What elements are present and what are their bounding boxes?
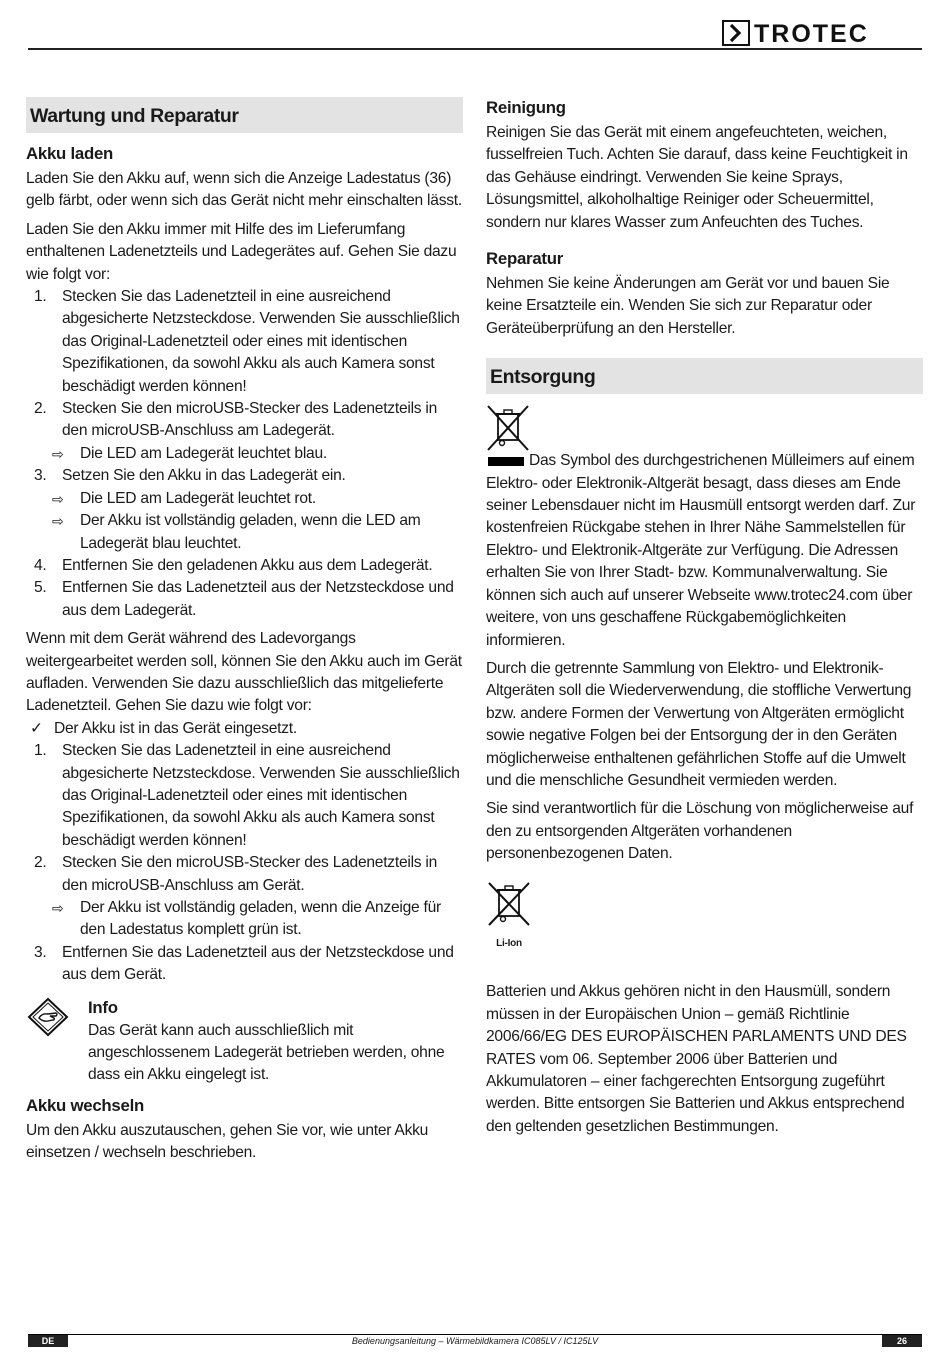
step-result — [26, 510, 463, 555]
result-text: Der Akku ist vollständig geladen, wenn die Anzeige für den Ladestatus komplett grün ist. — [80, 899, 441, 939]
heading-reparatur: Reparatur — [486, 249, 564, 269]
step-text: Entfernen Sie das Ladenetzteil aus der Netzsteckdose und aus dem Gerät. — [62, 943, 454, 984]
step-item — [26, 852, 463, 897]
step-text: Stecken Sie das Ladenetzteil in eine ausreichend abgesicherte Netzsteckdose. Verwenden Sie ausschließlich das Original-Ladenetzteil oder eines mit identischen Spezifikationen, da sowohl Akku als auch Kamera sonst beschädigt werden können! — [62, 742, 460, 849]
brand-name: TROTEC — [754, 20, 869, 48]
liion-symbol — [486, 882, 536, 956]
step-result — [26, 897, 463, 942]
step-number: 1. — [34, 742, 47, 760]
paragraph: Sie sind verantwortlich für die Löschung von möglicherweise auf den zu entsorgenden Altgeräten vorhandenen personenbezogenen Daten. — [486, 800, 914, 863]
step-item — [26, 942, 463, 987]
step-result — [26, 488, 463, 510]
section-title-entsorgung: Entsorgung — [486, 358, 923, 394]
step-number: 2. — [34, 400, 47, 418]
page-footer — [28, 1334, 922, 1348]
step-text: Setzen Sie den Akku in das Ladegerät ein. — [62, 467, 346, 485]
result-text: Der Akku ist vollständig geladen, wenn die LED am Ladegerät blau leuchtet. — [80, 512, 421, 552]
checkmark-icon: ✓ — [30, 719, 43, 737]
battery-bin-icon — [486, 882, 532, 926]
step-item — [26, 286, 463, 398]
step-item — [26, 577, 463, 622]
brand-logo — [722, 20, 922, 48]
result-arrow-icon: ⇨ — [52, 445, 64, 462]
paragraph: Nehmen Sie keine Änderungen am Gerät vor und bauen Sie keine Ersatzteile ein. Wenden Sie sich zur Reparatur oder Geräteüberprüfung an den Hersteller. — [486, 275, 890, 337]
precondition-item — [26, 718, 463, 740]
info-hand-icon — [26, 997, 88, 1087]
step-text: Stecken Sie das Ladenetzteil in eine ausreichend abgesicherte Netzsteckdose. Verwenden Sie ausschließlich das Original-Ladenetzteil oder eines mit identischen Spezifikationen, da sowohl Akku als auch Kamera sonst beschädigt werden können! — [62, 288, 460, 395]
step-item — [26, 555, 463, 577]
step-text: Stecken Sie den microUSB-Stecker des Ladenetzteils in den microUSB-Anschluss am Gerät. — [62, 854, 438, 894]
step-number: 3. — [34, 467, 47, 485]
logo-chevron-icon — [722, 20, 750, 46]
step-list — [26, 740, 463, 986]
page-number: 26 — [882, 1335, 922, 1347]
step-item — [26, 465, 463, 487]
paragraph: Reinigen Sie das Gerät mit einem angefeuchteten, weichen, fusselfreien Tuch. Achten Sie darauf, dass keine Feuchtigkeit in das Gehäuse eindringt. Verwenden Sie keine Sprays, Lösungsmittel, alkoholhaltige Reiniger oder Scheuermittel, sondern nur klares Wasser zum Anfeuchten des Tuches. — [486, 124, 908, 231]
precondition-text: Der Akku ist in das Gerät eingesetzt. — [54, 719, 297, 737]
step-text: Stecken Sie den microUSB-Stecker des Ladenetzteils in den microUSB-Anschluss am Ladegerät. — [62, 400, 438, 440]
step-number: 5. — [34, 579, 47, 597]
paragraph: Laden Sie den Akku auf, wenn sich die Anzeige Ladestatus (36) gelb färbt, oder wenn sich das Gerät nicht mehr einschalten lässt. — [26, 170, 462, 210]
step-number: 3. — [34, 943, 47, 961]
footer-title: Bedienungsanleitung – Wärmebildkamera IC085LV / IC125LV — [351, 1336, 599, 1346]
heading-akku-laden: Akku laden — [26, 144, 114, 163]
weee-bin-icon — [486, 404, 530, 452]
step-text: Entfernen Sie den geladenen Akku aus dem Ladegerät. — [62, 556, 433, 574]
step-item — [26, 398, 463, 443]
result-arrow-icon: ⇨ — [52, 900, 64, 916]
paragraph — [486, 450, 923, 652]
heading-akku-wechseln: Akku wechseln — [26, 1095, 144, 1115]
header-rule — [28, 48, 922, 50]
weee-bar-icon — [488, 457, 524, 466]
entsorgung-text: Das Symbol des durchgestrichenen Mülleimers auf einem Elektro- oder Elektronik-Altgerät besagt, dass dieses am Ende seiner Lebensdauer nicht im Hausmüll entsorgt werden darf. Zur kostenfreien Rückgabe stehen in Ihrer Nähe Sammelstellen für Elektro- und Elektronik-Altgeräte zur Verfügung. Die Adressen erhalten Sie von Ihrer Stadt- bzw. Kommunalverwaltung. Sie können sich auch auf unserer Webseite www.trotec24.com über weitere, von uns geschaffene Rückgabemöglichkeiten informieren. — [486, 452, 916, 649]
liion-label: Li-Ion — [496, 937, 522, 949]
info-box — [26, 997, 463, 1087]
step-number: 1. — [34, 288, 47, 306]
paragraph: Wenn mit dem Gerät während des Ladevorgangs weitergearbeitet werden soll, können Sie den Akku auch im Gerät aufladen. Verwenden Sie dazu ausschließlich das mitgelieferte Ladenetzteil. Gehen Sie dazu wie folgt vor: — [26, 630, 462, 715]
section-title-wartung: Wartung und Reparatur — [26, 97, 463, 133]
info-text: Das Gerät kann auch ausschließlich mit angeschlossenem Ladegerät betrieben werden, ohne dass ein Akku eingelegt ist. — [88, 1021, 445, 1084]
left-column — [26, 97, 463, 1171]
step-result — [26, 443, 463, 465]
result-arrow-icon: ⇨ — [52, 490, 64, 507]
step-number: 4. — [34, 556, 47, 574]
footer-language: DE — [28, 1335, 68, 1347]
paragraph: Batterien und Akkus gehören nicht in den Hausmüll, sondern müssen in der Europäischen Union – gemäß Richtlinie 2006/66/EG DES EUROPÄISCHEN PARLAMENTS UND DES RATES vom 06. September 2006 über Batterien und Akkumulatoren – einer fachgerechten Entsorgung zugeführt werden. Bitte entsorgen Sie Batterien und Akkus entsprechend den geltenden gesetzlichen Bestimmungen. — [486, 983, 907, 1135]
heading-reinigung: Reinigung — [486, 98, 566, 117]
paragraph: Durch die getrennte Sammlung von Elektro- und Elektronik-Altgeräten soll die Wiederverwendung, die stoffliche Verwertung bzw. andere Formen der Verwertung von Altgeräten ermöglicht sowie negative Folgen bei der Entsorgung der in den Geräten möglicherweise enthaltenen gefährlichen Stoffe auf die Umwelt und die menschliche Gesundheit vermieden werden. — [486, 659, 912, 789]
right-column — [486, 97, 923, 1144]
step-list — [26, 286, 463, 622]
result-arrow-icon: ⇨ — [52, 513, 64, 530]
result-text: Die LED am Ladegerät leuchtet rot. — [80, 489, 316, 507]
paragraph: Um den Akku auszutauschen, gehen Sie vor, wie unter Akku einsetzen / wechseln beschrieben. — [26, 1121, 429, 1162]
result-text: Die LED am Ladegerät leuchtet blau. — [80, 444, 327, 462]
step-number: 2. — [34, 854, 47, 872]
paragraph: Laden Sie den Akku immer mit Hilfe des im Lieferumfang enthaltenen Ladenetzteils und Ladegerätes auf. Gehen Sie dazu wie folgt vor: — [26, 220, 457, 283]
step-item — [26, 740, 463, 852]
info-title: Info — [88, 997, 118, 1017]
step-text: Entfernen Sie das Ladenetzteil aus der Netzsteckdose und aus dem Ladegerät. — [62, 579, 454, 619]
